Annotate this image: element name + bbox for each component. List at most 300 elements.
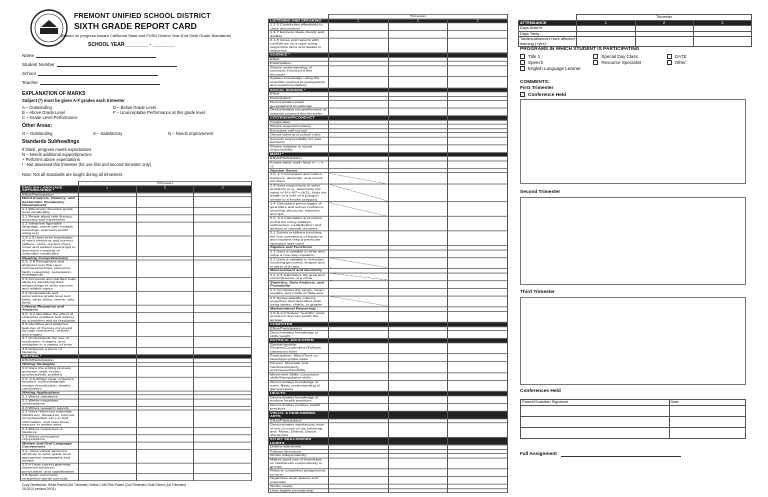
grade-cell-t1[interactable] — [78, 222, 136, 236]
row-label-2-3-connects-and-clarifies-main-ideas-by: 2.3 Connects and clarifies main ideas by identifying their relationships to other sources and related topics — [22, 277, 77, 291]
grade-cell-t3[interactable] — [448, 108, 508, 116]
grade-cell-t3[interactable] — [194, 410, 252, 427]
grade-cell-t3[interactable] — [448, 372, 508, 380]
grade-cell-t2[interactable] — [136, 207, 194, 214]
grade-cell-t1[interactable] — [328, 361, 388, 372]
other-areas-title: Other Areas: — [22, 123, 53, 129]
grade-cell-t2[interactable] — [388, 488, 448, 492]
grade-cell-t2[interactable] — [388, 423, 448, 438]
grade-cell-t1[interactable] — [78, 434, 136, 441]
shaded-cell — [136, 305, 194, 312]
row-label-1-3-1-5-uses-prior-knowledge-of-word-ele: 1.3-1.5 Uses prior knowledge of word elements and context (affixes, roots, context clues, novel and related meanings) to determine meaning of unfamiliar vocabulary — [21, 236, 79, 256]
student-number-field[interactable] — [22, 62, 192, 67]
name-field[interactable] — [22, 53, 192, 58]
grade-cell-t3[interactable] — [448, 343, 508, 354]
grade-cell-t2[interactable] — [388, 100, 448, 108]
programs-row — [520, 66, 740, 72]
program-checkbox[interactable] — [593, 60, 598, 65]
row-label-1-1-uses-a-variable-to-write-and-solve-a: 1.1 Uses a variable to write and solve a one-step equation — [269, 250, 329, 258]
table-row — [269, 231, 508, 246]
table-row — [269, 403, 508, 411]
shaded-cell — [136, 197, 194, 208]
first-trimester-comments-box[interactable] — [520, 99, 746, 184]
grade-cell-t2[interactable] — [388, 184, 448, 202]
shaded-cell — [388, 280, 448, 288]
table-row — [21, 377, 252, 391]
shaded-cell — [194, 197, 252, 208]
grade-cell-t1[interactable] — [328, 77, 388, 88]
grade-cell-t1[interactable] — [328, 257, 388, 268]
grade-cell-t1[interactable] — [78, 410, 136, 427]
grade-cell-t1[interactable] — [328, 202, 388, 217]
grade-cell-t3[interactable] — [194, 473, 252, 480]
grade-cell-t3[interactable] — [448, 458, 508, 469]
grade-cell-t3[interactable] — [448, 250, 508, 258]
section-header-row — [269, 437, 508, 445]
table-row — [269, 423, 508, 438]
grade-cell-t1[interactable] — [328, 273, 388, 281]
shaded-cell — [328, 411, 388, 419]
grade-cell-t2[interactable] — [388, 173, 448, 184]
grade-cell-t2[interactable] — [136, 399, 194, 406]
grade-cell-t3[interactable] — [194, 291, 252, 305]
grade-cell-t2[interactable] — [388, 77, 448, 88]
table-row — [269, 108, 508, 116]
grade-cell-t1[interactable] — [328, 458, 388, 469]
grade-cell-t3[interactable] — [448, 65, 508, 76]
grade-cell-t2[interactable] — [136, 312, 194, 323]
grade-cell-t1[interactable] — [78, 427, 136, 434]
grade-cell-t2[interactable] — [388, 257, 448, 268]
grade-cell-t1[interactable] — [78, 214, 136, 221]
trimester-3-header: 3 — [693, 20, 751, 26]
grade-cell-t1[interactable] — [328, 354, 388, 362]
grade-cell-t2[interactable] — [136, 463, 194, 474]
grade-c: C – Grade Level Performance — [22, 115, 78, 120]
conf-signature-cell[interactable] — [521, 405, 670, 416]
grade-cell-t2[interactable] — [136, 427, 194, 434]
row-label-3-7-understands-the-use-of-symbolism-ima: 3.7 Understands the use of symbolism, imagery, and metaphor in a variety of texts — [21, 336, 79, 347]
trimester-3-header: 3 — [194, 185, 252, 192]
grade-cell-t3[interactable] — [194, 336, 252, 347]
grade-cell-t3[interactable] — [448, 173, 508, 184]
grade-cell-t3[interactable] — [448, 77, 508, 88]
grade-cell-t1[interactable] — [328, 100, 388, 108]
grade-cell-t3[interactable] — [448, 137, 508, 145]
grade-cell-t2[interactable] — [388, 354, 448, 362]
grade-cell-t3[interactable] — [194, 236, 252, 256]
table-row — [21, 434, 252, 441]
grade-cell-t1[interactable] — [328, 137, 388, 145]
grade-cell-t1[interactable] — [328, 144, 388, 152]
grade-cell-t2[interactable] — [136, 277, 194, 291]
program-checkbox[interactable] — [520, 66, 525, 71]
grade-cell-t2[interactable] — [136, 222, 194, 236]
grade-cell-t1[interactable] — [328, 216, 388, 231]
grade-cell-t3[interactable] — [448, 144, 508, 152]
grade-f: F – Unacceptable Performance at this grade level — [113, 110, 205, 115]
grade-cell-t1[interactable] — [78, 336, 136, 347]
grade-cell-t3[interactable] — [448, 331, 508, 339]
grade-cell-t1[interactable] — [78, 323, 136, 337]
grade-cell-t1[interactable] — [328, 173, 388, 184]
grade-cell-t1[interactable] — [328, 311, 388, 322]
section-header-row — [21, 185, 252, 192]
grade-cell-t2[interactable] — [136, 291, 194, 305]
grade-cell-t2[interactable] — [388, 288, 448, 296]
table-row — [269, 38, 508, 53]
grade-cell-t3[interactable] — [448, 361, 508, 372]
conf-date-cell[interactable] — [669, 427, 746, 438]
row-label-fitness-muscular-and-cardiorespiratory-e: Fitness: Muscular and cardiorespiratory endurance/Flexibility — [269, 361, 329, 372]
grade-cell-t1[interactable] — [328, 476, 388, 484]
row-label-2-3-writes-research-reports: 2.3 Writes research reports — [21, 406, 79, 410]
shaded-cell — [78, 197, 136, 208]
row-label-1-2-4-uses-correct-grammar-sentence-stru: 1.2-4 Uses correct grammar, sentence structure, punctuation, and capitalization — [21, 463, 79, 474]
programs-title: PROGRAMS IN WHICH STUDENT IS PARTICIPATING — [520, 47, 640, 52]
section-physical-education: PHYSICAL EDUCATION — [269, 338, 329, 342]
table-row — [269, 469, 508, 477]
row-label-2-1-writes-narratives: 2.1 Writes narratives — [21, 395, 79, 399]
third-trimester-label: Third Trimester — [520, 290, 555, 295]
program-checkbox[interactable] — [667, 60, 672, 65]
table-row — [21, 336, 252, 347]
table-row — [269, 65, 508, 76]
row-label-effort-participation: Effort/Participation — [269, 156, 329, 160]
grade-cell-t2[interactable] — [388, 23, 448, 31]
table-row — [269, 380, 508, 391]
grade-cell-t1[interactable] — [328, 31, 388, 39]
row-label-1-3-uses-proportions-to-solve-problems-e: 1.3 Uses proportions to solve problems (e.g., determine the value of N if 4/7 = N/21, finds the length of a side of a polygon similar to a known polygon) — [270, 183, 327, 201]
grade-cell-t1[interactable] — [577, 37, 635, 47]
grade-cell-t2[interactable] — [136, 410, 194, 427]
footer-distribution: Copy Distribution: White-Parent (3rd Trimester) Yellow-CUM Pink-Parent (2nd Trimester) Gold-Parent (1st Trimester) — [22, 483, 187, 487]
grade-cell-t2[interactable] — [136, 449, 194, 463]
table-row — [269, 343, 508, 354]
grade-cell-t2[interactable] — [388, 311, 448, 322]
grade-cell-t2[interactable] — [388, 137, 448, 145]
table-row — [269, 137, 508, 145]
grade-cell-t2[interactable] — [136, 236, 194, 256]
grade-cell-t3[interactable] — [194, 434, 252, 441]
conf-col-signature: Parent/Guardian Signature — [521, 400, 670, 406]
grade-cell-t3[interactable] — [448, 296, 508, 307]
row-label-participation: Participation — [269, 61, 329, 65]
grade-cell-t1[interactable] — [78, 463, 136, 474]
grade-cell-t2[interactable] — [635, 37, 693, 47]
grade-cell-t3[interactable] — [448, 100, 508, 108]
row-label-makes-good-use-of-time-stays-on-task-wor: Makes good use of time/stays on task/works cooperatively in groups — [269, 458, 329, 469]
shaded-cell — [78, 442, 136, 449]
grade-cell-t2[interactable] — [388, 273, 448, 281]
grade-cell-t2[interactable] — [388, 361, 448, 372]
grade-cell-t1[interactable] — [78, 377, 136, 391]
standards-subheadings-title: Standards Subheadings — [22, 139, 80, 145]
grade-cell-t3[interactable] — [194, 222, 252, 236]
grade-cell-t2[interactable] — [136, 336, 194, 347]
grade-cell-t1[interactable] — [78, 260, 136, 277]
ela-writing-grades-table — [20, 181, 252, 481]
grade-cell-t2[interactable] — [388, 216, 448, 231]
section-math: MATH * — [269, 152, 329, 156]
grade-cell-t2[interactable] — [388, 395, 448, 403]
grade-cell-t2[interactable] — [136, 366, 194, 377]
grade-cell-t1[interactable] — [328, 288, 388, 296]
grade-cell-t1[interactable] — [328, 380, 388, 391]
grade-cell-t2[interactable] — [388, 476, 448, 484]
grade-cell-t3[interactable] — [448, 354, 508, 362]
section-science: SCIENCE * — [269, 53, 329, 57]
standards-item-3: + Performs above expectations — [22, 157, 80, 162]
table-row — [21, 312, 252, 323]
row-label-tardies-absences-have-affected-learning-: Tardies/absences have affected learning (+yes) — [519, 37, 577, 47]
table-row — [269, 354, 508, 362]
grade-cell-t2[interactable] — [136, 377, 194, 391]
grade-a: A – Outstanding — [22, 105, 52, 110]
grade-cell-t1[interactable] — [78, 291, 136, 305]
grade-cell-t1[interactable] — [328, 65, 388, 76]
grade-cell-t1[interactable] — [328, 403, 388, 411]
row-label-reading-comprehension: Reading Comprehension — [21, 256, 79, 260]
trimester-1-header: 1 — [78, 185, 136, 192]
grade-cell-t2[interactable] — [136, 347, 194, 354]
grade-cell-t1[interactable] — [328, 23, 388, 31]
grade-cell-t2[interactable] — [136, 473, 194, 480]
row-label-movement-skills-locomotor-skills-manipul: Movement Skills: Locomotor skills/Manipulative skills — [269, 372, 329, 380]
grade-cell-t1[interactable] — [328, 161, 388, 169]
marks-subtitle: Subject (*) must be given A-F grades each trimester — [22, 98, 125, 103]
grade-cell-t3[interactable] — [194, 347, 252, 354]
grade-cell-t3[interactable] — [448, 403, 508, 411]
table-row — [269, 476, 508, 484]
grade-cell-t1[interactable] — [78, 277, 136, 291]
grade-cell-t2[interactable] — [388, 38, 448, 53]
grade-cell-t1[interactable] — [328, 184, 388, 202]
section-attendance: ATTENDANCE — [519, 20, 577, 26]
grade-cell-t1[interactable] — [328, 488, 388, 492]
grade-cell-t1[interactable] — [78, 312, 136, 323]
grade-cell-t3[interactable] — [448, 273, 508, 281]
program-label: Title 1 — [528, 54, 541, 59]
grade-cell-t3[interactable] — [194, 366, 252, 377]
trimester-header: Trimester — [328, 14, 507, 18]
program-checkbox[interactable] — [520, 60, 525, 65]
grade-b: B – Above Grade Level — [22, 110, 66, 115]
shaded-cell — [194, 442, 252, 449]
first-conference-checkbox[interactable] — [520, 92, 525, 97]
grade-cell-t1[interactable] — [328, 296, 388, 307]
grade-cell-t2[interactable] — [388, 108, 448, 116]
grade-cell-t1[interactable] — [78, 347, 136, 354]
teacher-field[interactable] — [22, 80, 192, 85]
grade-cell-t1[interactable] — [328, 343, 388, 354]
grade-cell-t2[interactable] — [388, 161, 448, 169]
grade-cell-t1[interactable] — [328, 331, 388, 339]
grade-cell-t1[interactable] — [328, 423, 388, 438]
row-label-participation: Participation — [269, 96, 329, 100]
grade-cell-t3[interactable] — [448, 469, 508, 477]
grade-cell-t2[interactable] — [388, 458, 448, 469]
fall-assignment[interactable] — [520, 452, 681, 457]
row-label-effort-participation: Effort/Participation — [269, 326, 329, 330]
grade-cell-t3[interactable] — [693, 37, 751, 47]
row-label-shows-understanding-of-concepts-introduc: Shows understanding of concepts introduced this trimester — [269, 65, 329, 76]
grade-cell-t3[interactable] — [448, 161, 508, 169]
row-label-1-0-uses-the-writing-process-prewrite-dr: 1.0 Uses the writing process (prewrite, draft, revise, proofread/edit, publish) — [21, 366, 79, 377]
row-label-demonstrates-positive-health-practices: Demonstrates positive health practices — [269, 403, 329, 411]
row-label-effort: Effort — [269, 57, 329, 61]
table-row — [21, 410, 252, 427]
other-o: O – Outstanding — [22, 131, 53, 136]
grade-cell-t2[interactable] — [388, 403, 448, 411]
grade-cell-t1[interactable] — [78, 473, 136, 480]
grade-cell-t1[interactable] — [78, 207, 136, 214]
grade-cell-t2[interactable] — [136, 323, 194, 337]
program-checkbox[interactable] — [520, 54, 525, 59]
grade-cell-t3[interactable] — [194, 260, 252, 277]
row-label-participation-effort-time-on-task-approp: Participation: Effort/Time on task/Appropriate attire — [269, 354, 329, 362]
grade-cell-t3[interactable] — [448, 257, 508, 268]
row-label-2-3-uses-reference-materials-dictionary-: 2.3 Uses reference materials (dictionary, thesaurus, Internet, encyclopedias, etc.) to find information, and cites these sources in written work — [21, 410, 79, 427]
program-checkbox[interactable] — [593, 54, 598, 59]
grade-cell-t1[interactable] — [328, 231, 388, 246]
trimester-3-header: 3 — [448, 19, 508, 23]
third-trimester-comments-box[interactable] — [520, 297, 746, 385]
grade-cell-t3[interactable] — [448, 380, 508, 391]
shaded-cell — [448, 437, 508, 445]
grade-cell-t2[interactable] — [136, 434, 194, 441]
grade-cell-t1[interactable] — [328, 372, 388, 380]
conf-date-cell[interactable] — [669, 405, 746, 416]
first-conference-held[interactable] — [520, 92, 566, 98]
row-label-3-1-uses-a-variable-in-formulas-involvin: 3.1 Uses a variable in formulas involving geometric shapes and in parts of a ratio — [269, 257, 329, 268]
grade-cell-t2[interactable] — [388, 331, 448, 339]
grade-cell-t2[interactable] — [388, 296, 448, 307]
grade-cell-t2[interactable] — [388, 65, 448, 76]
grade-cell-t3[interactable] — [448, 476, 508, 484]
grade-cell-t3[interactable] — [194, 427, 252, 434]
row-label-word-analysis-fluency-and-systematic-voc: Word Analysis, Fluency, and Systematic Vocabulary Development — [21, 197, 79, 208]
row-label-3-8-critiques-a-piece-of-literature: 3.8 Critiques a piece of literature — [21, 347, 79, 354]
row-label-1-1-uses-varied-sentence-structure-to-wr: 1.1, Uses varied sentence structure to write grade level appropriate paragraphs and essays — [21, 449, 79, 463]
conf-date-cell[interactable] — [669, 416, 746, 427]
trimester-2-header: 2 — [136, 185, 194, 192]
grade-cell-t3[interactable] — [194, 323, 252, 337]
table-row — [21, 277, 252, 291]
grade-cell-t1[interactable] — [328, 469, 388, 477]
grade-cell-t3[interactable] — [194, 449, 252, 463]
grade-cell-t2[interactable] — [388, 372, 448, 380]
trimester-1-header: 1 — [328, 19, 388, 23]
conf-signature-cell[interactable] — [521, 416, 670, 427]
teacher-label: Teacher — [22, 80, 39, 85]
grade-cell-t3[interactable] — [194, 377, 252, 391]
row-label-mathematical-reasoning: Mathematical Reasoning — [269, 307, 329, 311]
grade-cell-t2[interactable] — [388, 144, 448, 152]
row-label-works-independently: Works independently — [269, 453, 329, 457]
grade-cell-t2[interactable] — [388, 380, 448, 391]
program-english-language-learner[interactable] — [520, 66, 593, 72]
grade-cell-t2[interactable] — [388, 31, 448, 39]
grade-cell-t1[interactable] — [328, 250, 388, 258]
grade-cell-t3[interactable] — [194, 214, 252, 221]
row-label-1-1-reads-aloud-with-fluency-accuracy-an: 1.1 Reads aloud with fluency, accuracy and expression — [21, 214, 79, 221]
grade-cell-t1[interactable] — [78, 399, 136, 406]
grade-cell-t3[interactable] — [448, 311, 508, 322]
grade-cell-t3[interactable] — [448, 231, 508, 246]
student-number-label: Student Number — [22, 62, 55, 67]
table-row — [21, 260, 252, 277]
grade-cell-t1[interactable] — [78, 449, 136, 463]
grade-cell-t3[interactable] — [448, 184, 508, 202]
section-health: HEALTH — [269, 391, 329, 395]
table-row — [21, 463, 252, 474]
grade-cell-t3[interactable] — [448, 395, 508, 403]
grade-cell-t2[interactable] — [136, 214, 194, 221]
row-label-3-6-identifies-and-analyzes-features-of-: 3.6 Identifies and analyzes features of themes conveyed through characters, actions, and images — [21, 323, 79, 337]
grade-cell-t3[interactable] — [194, 463, 252, 474]
row-label-demonstrates-satisfactory-work-in-one-or: Demonstrates satisfactory work in one or more of the following arts: Music, Drama, Dance, Visual Arts — [269, 423, 329, 438]
grade-cell-t1[interactable] — [328, 38, 388, 53]
row-label-1-2-interprets-figurative-language-words: 1.2 Interprets figurative language, words with multiple meanings, unknown words using text — [21, 222, 79, 236]
school-label: School — [22, 71, 36, 76]
grade-cell-t2[interactable] — [388, 202, 448, 217]
grade-cell-t3[interactable] — [448, 423, 508, 438]
grade-cell-t2[interactable] — [388, 250, 448, 258]
table-row — [269, 361, 508, 372]
grade-cell-t3[interactable] — [448, 488, 508, 492]
grade-cell-t1[interactable] — [328, 108, 388, 116]
row-label-1-1-effectively-decodes-grade-level-voca: 1.1 Effectively decodes grade level vocabulary — [21, 207, 79, 214]
row-label-writing-applications: Writing Applications — [21, 391, 79, 395]
grade-cell-t1[interactable] — [78, 366, 136, 377]
grade-cell-t3[interactable] — [194, 312, 252, 323]
grade-cell-t3[interactable] — [448, 23, 508, 31]
grade-cell-t3[interactable] — [448, 31, 508, 39]
table-row — [21, 347, 252, 354]
row-label-writing-strategies: Writing Strategies — [21, 362, 79, 366]
row-label-2-4-understands-and-summarizes-grade-lev: 2.4 Understands and summarizes grade level text (who, what, when, where, why, how) — [21, 291, 79, 305]
table-row — [21, 214, 252, 221]
grade-cell-t3[interactable] — [448, 288, 508, 296]
school-field[interactable] — [22, 71, 192, 76]
row-label-2-5-systematically-collects-organizes-an: 2.5 Systematically collects, organizes and describes data using tables, charts, or graphs — [269, 296, 329, 307]
grade-cell-t3[interactable] — [194, 207, 252, 214]
grade-cell-t3[interactable] — [448, 38, 508, 53]
other-n: N – Needs Improvement — [168, 131, 214, 136]
grade-cell-t1[interactable] — [78, 236, 136, 256]
section-writing: WRITING * — [21, 354, 79, 358]
grade-cell-t3[interactable] — [448, 216, 508, 231]
grade-cell-t3[interactable] — [194, 277, 252, 291]
second-trimester-comments-box[interactable] — [520, 197, 746, 285]
table-row — [21, 291, 252, 305]
grade-cell-t3[interactable] — [194, 399, 252, 406]
program-checkbox[interactable] — [667, 54, 672, 59]
shaded-cell — [328, 280, 388, 288]
trimester-header: Trimester — [78, 181, 251, 185]
grade-cell-t2[interactable] — [388, 469, 448, 477]
grade-cell-t3[interactable] — [448, 202, 508, 217]
conf-signature-cell[interactable] — [521, 427, 670, 438]
grade-cell-t1[interactable] — [328, 395, 388, 403]
row-label-works-neatly: Works neatly — [269, 484, 329, 488]
grade-cell-t2[interactable] — [388, 343, 448, 354]
grade-cell-t2[interactable] — [388, 231, 448, 246]
table-row — [21, 323, 252, 337]
grade-cell-t2[interactable] — [136, 260, 194, 277]
copy-distribution-footer — [22, 483, 252, 491]
